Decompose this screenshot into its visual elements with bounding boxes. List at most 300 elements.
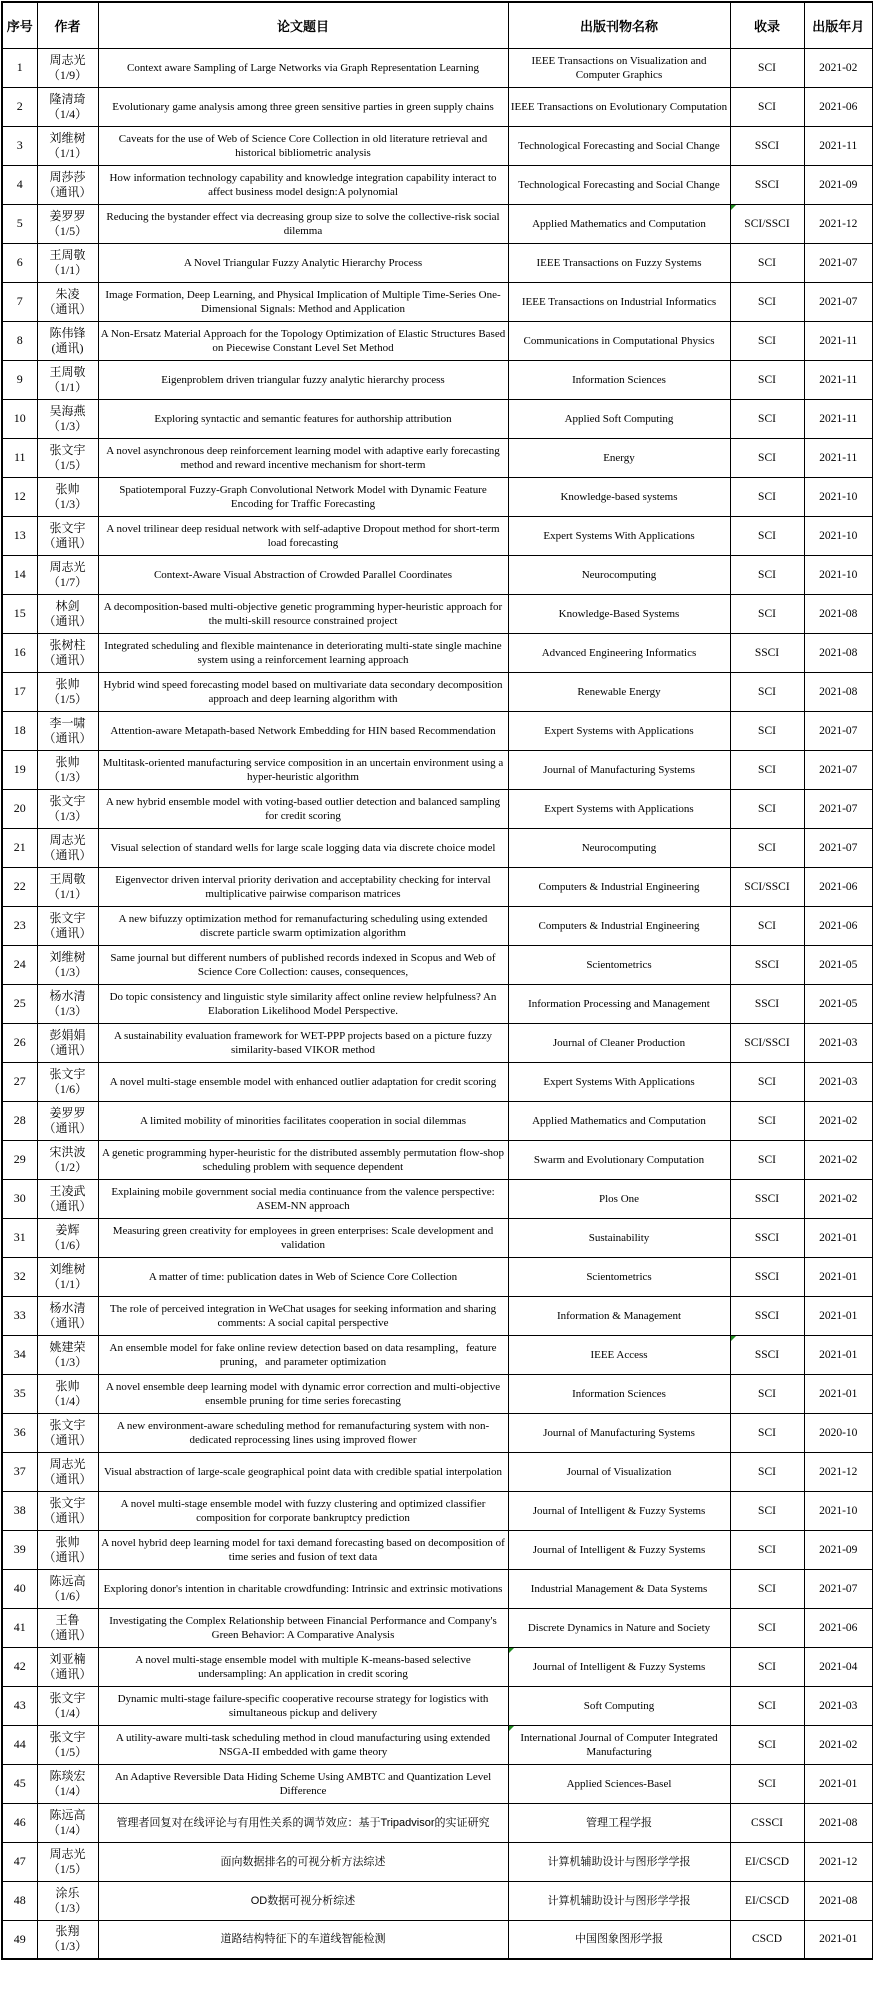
cell-paper-title: Integrated scheduling and flexible maintenance in deteriorating multi-state single machine system using a reinforcement learning approach [98, 633, 508, 672]
table-row [2, 789, 873, 828]
cell-index-type: SCI/SSCI [730, 1023, 804, 1062]
cell-author [37, 1452, 98, 1491]
cell-author [37, 126, 98, 165]
cell-publish-date: 2021-06 [804, 1608, 873, 1647]
author-contribution-note: （1/4） [47, 1822, 88, 1837]
cell-author [37, 516, 98, 555]
table-row [2, 1062, 873, 1101]
cell-index-type: SSCI [730, 1179, 804, 1218]
cell-row-number: 18 [2, 711, 37, 750]
cell-row-number: 29 [2, 1140, 37, 1179]
cell-row-number: 20 [2, 789, 37, 828]
cell-row-number: 1 [2, 48, 37, 87]
author-name: 张文宇 [49, 1066, 86, 1081]
cell-publish-date: 2021-07 [804, 750, 873, 789]
author-name: 周志光 [49, 832, 86, 847]
table-row [2, 87, 873, 126]
table-row [2, 1491, 873, 1530]
author-name: 刘亚楠 [49, 1651, 86, 1666]
cell-author [37, 360, 98, 399]
cell-publish-date: 2021-12 [804, 204, 873, 243]
cell-index-type: SCI [730, 282, 804, 321]
author-contribution-note: （通讯） [43, 1627, 92, 1642]
cell-paper-title: Same journal but different numbers of published records indexed in Scopus and Web of Science Core Collection: causes, consequences, [98, 945, 508, 984]
author-name: 张帅 [55, 754, 80, 769]
cell-journal-name: Neurocomputing [508, 555, 730, 594]
cell-paper-title: A matter of time: publication dates in Web of Science Core Collection [98, 1257, 508, 1296]
error-flag-icon [731, 205, 736, 210]
author-contribution-note: （1/4） [47, 1783, 88, 1798]
cell-journal-name: 中国图象图形学报 [508, 1920, 730, 1959]
cell-journal-name: IEEE Transactions on Evolutionary Computation [508, 87, 730, 126]
table-row [2, 633, 873, 672]
cell-index-type: SCI [730, 243, 804, 282]
author-contribution-note: （通讯） [43, 1666, 92, 1681]
cell-row-number: 46 [2, 1803, 37, 1842]
cell-paper-title: An ensemble model for fake online review detection based on data resampling，feature pruning，and parameter optimization [98, 1335, 508, 1374]
cell-publish-date: 2021-01 [804, 1257, 873, 1296]
author-name: 张帅 [55, 1378, 80, 1393]
cell-paper-title: A new bifuzzy optimization method for remanufacturing scheduling using extended discrete particle swarm optimization algorithm [98, 906, 508, 945]
cell-row-number: 33 [2, 1296, 37, 1335]
cell-journal-name: IEEE Access [508, 1335, 730, 1374]
cell-index-type: SCI [730, 711, 804, 750]
cell-row-number: 16 [2, 633, 37, 672]
header-cell-journal: 出版刊物名称 [508, 2, 730, 48]
table-row [2, 165, 873, 204]
author-contribution-note: （1/5） [47, 1744, 88, 1759]
author-contribution-note: （1/6） [47, 1588, 88, 1603]
table-row [2, 1881, 873, 1920]
author-contribution-note: （通讯） [43, 1432, 92, 1447]
table-row [2, 516, 873, 555]
cell-publish-date: 2021-11 [804, 126, 873, 165]
author-contribution-note: （1/3） [47, 1003, 88, 1018]
author-contribution-note: （1/1） [47, 379, 88, 394]
cell-author [37, 555, 98, 594]
cell-paper-title: A new environment-aware scheduling method for remanufacturing system with non-dedicated reprocessing lines using improved flower [98, 1413, 508, 1452]
author-contribution-note: （1/3） [47, 1354, 88, 1369]
cell-journal-name: Knowledge-Based Systems [508, 594, 730, 633]
cell-journal-name: Expert Systems With Applications [508, 516, 730, 555]
author-contribution-note: （1/1） [47, 886, 88, 901]
cell-index-type: SSCI [730, 1335, 804, 1374]
cell-paper-title: Context aware Sampling of Large Networks via Graph Representation Learning [98, 48, 508, 87]
cell-index-type: SCI [730, 1608, 804, 1647]
cell-paper-title: A genetic programming hyper-heuristic for the distributed assembly permutation flow-shop scheduling problem with sequence dependent [98, 1140, 508, 1179]
cell-publish-date: 2021-01 [804, 1296, 873, 1335]
cell-paper-title: Do topic consistency and linguistic style similarity affect online review helpfulness? An Elaboration Likelihood Model Perspective. [98, 984, 508, 1023]
cell-journal-name: International Journal of Computer Integrated Manufacturing [508, 1725, 730, 1764]
cell-journal-name: Sustainability [508, 1218, 730, 1257]
author-name: 姜罗罗 [49, 1105, 86, 1120]
author-contribution-note: （通讯） [43, 1120, 92, 1135]
cell-journal-name: Expert Systems with Applications [508, 711, 730, 750]
cell-journal-name: Knowledge-based systems [508, 477, 730, 516]
cell-author [37, 1842, 98, 1881]
publications-table [1, 1, 873, 1960]
cell-publish-date: 2021-01 [804, 1920, 873, 1959]
cell-author [37, 828, 98, 867]
cell-index-type: SCI [730, 1452, 804, 1491]
cell-author [37, 594, 98, 633]
author-name: 张文宇 [49, 1417, 86, 1432]
cell-publish-date: 2021-01 [804, 1218, 873, 1257]
cell-journal-name: Communications in Computational Physics [508, 321, 730, 360]
cell-publish-date: 2021-11 [804, 438, 873, 477]
author-name: 张文宇 [49, 793, 86, 808]
cell-author [37, 1881, 98, 1920]
cell-journal-name: Journal of Cleaner Production [508, 1023, 730, 1062]
author-name: 王周敬 [49, 247, 86, 262]
cell-row-number: 42 [2, 1647, 37, 1686]
table-row [2, 1647, 873, 1686]
author-name: 杨水清 [49, 1300, 86, 1315]
cell-journal-name: Scientometrics [508, 1257, 730, 1296]
cell-journal-name: Expert Systems With Applications [508, 1062, 730, 1101]
cell-publish-date: 2021-03 [804, 1686, 873, 1725]
author-name: 王周敬 [49, 871, 86, 886]
cell-row-number: 2 [2, 87, 37, 126]
author-name: 姜罗罗 [49, 208, 86, 223]
cell-row-number: 11 [2, 438, 37, 477]
cell-publish-date: 2021-11 [804, 321, 873, 360]
cell-publish-date: 2021-07 [804, 789, 873, 828]
cell-index-type: SCI [730, 321, 804, 360]
cell-journal-name: Expert Systems with Applications [508, 789, 730, 828]
cell-paper-title: A limited mobility of minorities facilitates cooperation in social dilemmas [98, 1101, 508, 1140]
cell-row-number: 38 [2, 1491, 37, 1530]
cell-row-number: 15 [2, 594, 37, 633]
cell-index-type: SSCI [730, 1218, 804, 1257]
author-contribution-note: （1/3） [47, 496, 88, 511]
author-contribution-note: （1/3） [47, 808, 88, 823]
author-name: 张帅 [55, 481, 80, 496]
cell-author [37, 867, 98, 906]
table-row [2, 555, 873, 594]
cell-index-type: SSCI [730, 984, 804, 1023]
author-name: 陈远高 [49, 1807, 86, 1822]
cell-row-number: 40 [2, 1569, 37, 1608]
header-cell-date: 出版年月 [804, 2, 873, 48]
cell-publish-date: 2021-11 [804, 399, 873, 438]
cell-paper-title: Eigenvector driven interval priority derivation and acceptability checking for interval multiplicative pairwise comparison matrices [98, 867, 508, 906]
cell-row-number: 23 [2, 906, 37, 945]
table-row [2, 48, 873, 87]
cell-publish-date: 2021-01 [804, 1764, 873, 1803]
header-cell-title: 论文题目 [98, 2, 508, 48]
author-name: 周志光 [49, 1846, 86, 1861]
cell-index-type: SCI [730, 48, 804, 87]
cell-publish-date: 2021-03 [804, 1062, 873, 1101]
cell-paper-title: Measuring green creativity for employees in green enterprises: Scale development and validation [98, 1218, 508, 1257]
author-contribution-note: （1/6） [47, 1237, 88, 1252]
cell-paper-title: A novel hybrid deep learning model for taxi demand forecasting based on decomposition of time series and fusion of text data [98, 1530, 508, 1569]
table-row [2, 1257, 873, 1296]
cell-paper-title: Exploring donor's intention in charitable crowdfunding: Intrinsic and extrinsic motivations [98, 1569, 508, 1608]
author-contribution-note: （1/1） [47, 145, 88, 160]
table-row [2, 1413, 873, 1452]
cell-index-type: SCI/SSCI [730, 867, 804, 906]
table-row [2, 1140, 873, 1179]
table-row [2, 399, 873, 438]
author-contribution-note: （通讯） [43, 1549, 92, 1564]
cell-row-number: 13 [2, 516, 37, 555]
cell-index-type: EI/CSCD [730, 1842, 804, 1881]
cell-publish-date: 2021-07 [804, 711, 873, 750]
cell-publish-date: 2021-01 [804, 1374, 873, 1413]
cell-author [37, 282, 98, 321]
cell-journal-name: Swarm and Evolutionary Computation [508, 1140, 730, 1179]
author-contribution-note: （通讯） [43, 925, 92, 940]
cell-row-number: 48 [2, 1881, 37, 1920]
cell-paper-title: Visual selection of standard wells for large scale logging data via discrete choice model [98, 828, 508, 867]
cell-index-type: SCI [730, 789, 804, 828]
author-name: 张文宇 [49, 1690, 86, 1705]
cell-publish-date: 2021-02 [804, 1179, 873, 1218]
table-row [2, 1803, 873, 1842]
cell-publish-date: 2021-06 [804, 906, 873, 945]
author-name: 彭娟娟 [49, 1027, 86, 1042]
cell-publish-date: 2021-09 [804, 165, 873, 204]
cell-publish-date: 2021-10 [804, 516, 873, 555]
cell-author [37, 1686, 98, 1725]
header-cell-index: 收录 [730, 2, 804, 48]
author-name: 刘维树 [49, 130, 86, 145]
cell-journal-name: Journal of Manufacturing Systems [508, 1413, 730, 1452]
cell-paper-title: Image Formation, Deep Learning, and Physical Implication of Multiple Time-Series One-Dimensional Signals: Method and Application [98, 282, 508, 321]
author-name: 朱凌 [55, 286, 80, 301]
cell-index-type: SCI [730, 1764, 804, 1803]
author-contribution-note: （1/5） [47, 223, 88, 238]
cell-publish-date: 2021-07 [804, 828, 873, 867]
cell-author [37, 1179, 98, 1218]
cell-row-number: 22 [2, 867, 37, 906]
cell-index-type: SSCI [730, 945, 804, 984]
table-row [2, 321, 873, 360]
cell-paper-title: Eigenproblem driven triangular fuzzy analytic hierarchy process [98, 360, 508, 399]
cell-author [37, 1647, 98, 1686]
cell-paper-title: A new hybrid ensemble model with voting-based outlier detection and balanced sampling for credit scoring [98, 789, 508, 828]
author-name: 周志光 [49, 559, 86, 574]
cell-paper-title: Investigating the Complex Relationship between Financial Performance and Company's Green Behavior: A Comparative Analysis [98, 1608, 508, 1647]
cell-row-number: 24 [2, 945, 37, 984]
cell-index-type: SCI [730, 828, 804, 867]
cell-paper-title: A novel multi-stage ensemble model with enhanced outlier adaptation for credit scoring [98, 1062, 508, 1101]
cell-index-type: SCI [730, 1686, 804, 1725]
cell-index-type: CSCD [730, 1920, 804, 1959]
cell-author [37, 399, 98, 438]
table-body [2, 48, 873, 1959]
author-name: 王凌武 [49, 1183, 86, 1198]
cell-index-type: SCI/SSCI [730, 204, 804, 243]
cell-row-number: 27 [2, 1062, 37, 1101]
cell-row-number: 10 [2, 399, 37, 438]
cell-paper-title: A utility-aware multi-task scheduling method in cloud manufacturing using extended NSGA-II embedded with game theory [98, 1725, 508, 1764]
author-name: 周莎莎 [49, 169, 86, 184]
cell-author [37, 1803, 98, 1842]
cell-author [37, 204, 98, 243]
cell-row-number: 14 [2, 555, 37, 594]
cell-paper-title: A novel asynchronous deep reinforcement learning model with adaptive early forecasting method and reward incentive mechanism for short-term [98, 438, 508, 477]
cell-author [37, 1413, 98, 1452]
author-contribution-note: （通讯） [43, 1510, 92, 1525]
cell-paper-title: Exploring syntactic and semantic features for authorship attribution [98, 399, 508, 438]
header-cell-no: 序号 [2, 2, 37, 48]
header-cell-author: 作者 [37, 2, 98, 48]
cell-index-type: SCI [730, 1569, 804, 1608]
cell-journal-name: 管理工程学报 [508, 1803, 730, 1842]
cell-journal-name: IEEE Transactions on Fuzzy Systems [508, 243, 730, 282]
error-flag-icon [731, 1336, 736, 1341]
author-contribution-note: （1/4） [47, 1705, 88, 1720]
cell-index-type: SCI [730, 1647, 804, 1686]
cell-author [37, 438, 98, 477]
author-contribution-note: （通讯） [43, 1198, 92, 1213]
cell-row-number: 8 [2, 321, 37, 360]
cell-index-type: SCI [730, 1530, 804, 1569]
cell-journal-name: Journal of Manufacturing Systems [508, 750, 730, 789]
cell-publish-date: 2021-02 [804, 1725, 873, 1764]
cell-index-type: SSCI [730, 633, 804, 672]
cell-author [37, 945, 98, 984]
author-contribution-note: （1/1） [47, 262, 88, 277]
cell-publish-date: 2021-02 [804, 48, 873, 87]
table-row [2, 750, 873, 789]
cell-publish-date: 2021-02 [804, 1101, 873, 1140]
cell-journal-name: Energy [508, 438, 730, 477]
cell-author [37, 165, 98, 204]
author-name: 张文宇 [49, 910, 86, 925]
cell-journal-name: Applied Sciences-Basel [508, 1764, 730, 1803]
cell-row-number: 19 [2, 750, 37, 789]
cell-author [37, 633, 98, 672]
cell-journal-name: Technological Forecasting and Social Change [508, 126, 730, 165]
cell-index-type: SSCI [730, 165, 804, 204]
author-name: 陈琰宏 [49, 1768, 86, 1783]
cell-author [37, 321, 98, 360]
cell-publish-date: 2021-01 [804, 1335, 873, 1374]
cell-author [37, 711, 98, 750]
author-contribution-note: （1/1） [47, 1276, 88, 1291]
cell-index-type: SCI [730, 1140, 804, 1179]
cell-journal-name: Information Sciences [508, 1374, 730, 1413]
cell-journal-name: Plos One [508, 1179, 730, 1218]
cell-row-number: 30 [2, 1179, 37, 1218]
cell-paper-title: Evolutionary game analysis among three green sensitive parties in green supply chains [98, 87, 508, 126]
table-row [2, 204, 873, 243]
cell-author [37, 1257, 98, 1296]
cell-paper-title: The role of perceived integration in WeChat usages for seeking information and sharing comments: A social capital perspective [98, 1296, 508, 1335]
author-contribution-note: （通讯） [43, 1042, 92, 1057]
error-flag-icon [509, 1648, 514, 1653]
table-row [2, 1101, 873, 1140]
author-contribution-note: （1/3） [47, 1939, 88, 1954]
cell-paper-title: 面向数据排名的可视分析方法综述 [98, 1842, 508, 1881]
cell-publish-date: 2021-07 [804, 1569, 873, 1608]
author-contribution-note: （1/9） [47, 67, 88, 82]
author-name: 李一啸 [49, 715, 86, 730]
table-row [2, 1725, 873, 1764]
cell-author [37, 789, 98, 828]
cell-index-type: SCI [730, 1101, 804, 1140]
cell-index-type: SCI [730, 1413, 804, 1452]
author-name: 刘维树 [49, 949, 86, 964]
cell-author [37, 1374, 98, 1413]
author-contribution-note: （1/2） [47, 1159, 88, 1174]
author-name: 王周敬 [49, 364, 86, 379]
cell-paper-title: A decomposition-based multi-objective genetic programming hyper-heuristic approach for the multi-skill resource constrained project [98, 594, 508, 633]
cell-journal-name: Industrial Management & Data Systems [508, 1569, 730, 1608]
author-contribution-note: （1/5） [47, 691, 88, 706]
cell-index-type: SCI [730, 555, 804, 594]
cell-row-number: 44 [2, 1725, 37, 1764]
author-name: 张文宇 [49, 1729, 86, 1744]
cell-journal-name: Information Processing and Management [508, 984, 730, 1023]
cell-paper-title: Spatiotemporal Fuzzy-Graph Convolutional Network Model with Dynamic Feature Encoding for Traffic Forecasting [98, 477, 508, 516]
table-row [2, 984, 873, 1023]
cell-row-number: 17 [2, 672, 37, 711]
cell-paper-title: A novel trilinear deep residual network with self-adaptive Dropout method for short-term load forecasting [98, 516, 508, 555]
cell-journal-name: IEEE Transactions on Visualization and Computer Graphics [508, 48, 730, 87]
cell-row-number: 21 [2, 828, 37, 867]
cell-publish-date: 2021-11 [804, 360, 873, 399]
cell-index-type: SCI [730, 438, 804, 477]
cell-row-number: 3 [2, 126, 37, 165]
author-name: 姜辉 [55, 1222, 80, 1237]
cell-publish-date: 2021-06 [804, 867, 873, 906]
cell-publish-date: 2021-08 [804, 1803, 873, 1842]
author-name: 周志光 [49, 52, 86, 67]
cell-row-number: 26 [2, 1023, 37, 1062]
cell-row-number: 41 [2, 1608, 37, 1647]
cell-paper-title: 道路结构特征下的车道线智能检测 [98, 1920, 508, 1959]
table-row [2, 867, 873, 906]
cell-index-type: SCI [730, 1491, 804, 1530]
cell-author [37, 1725, 98, 1764]
cell-paper-title: Dynamic multi-stage failure-specific cooperative recourse strategy for logistics with simultaneous pickup and delivery [98, 1686, 508, 1725]
cell-journal-name: Computers & Industrial Engineering [508, 906, 730, 945]
cell-author [37, 1764, 98, 1803]
table-row [2, 1335, 873, 1374]
cell-author [37, 1920, 98, 1959]
author-name: 张文宇 [49, 442, 86, 457]
cell-paper-title: How information technology capability and knowledge integration capability interact to affect business model design:A polynomial [98, 165, 508, 204]
table-row [2, 477, 873, 516]
cell-publish-date: 2021-05 [804, 984, 873, 1023]
author-contribution-note: （通讯） [43, 301, 92, 316]
table-row [2, 1569, 873, 1608]
table-row [2, 1296, 873, 1335]
author-contribution-note: （通讯） [43, 1471, 92, 1486]
cell-index-type: SCI [730, 1062, 804, 1101]
cell-author [37, 672, 98, 711]
cell-publish-date: 2021-10 [804, 477, 873, 516]
cell-publish-date: 2021-07 [804, 282, 873, 321]
cell-publish-date: 2021-12 [804, 1452, 873, 1491]
cell-row-number: 45 [2, 1764, 37, 1803]
cell-journal-name: Applied Mathematics and Computation [508, 1101, 730, 1140]
cell-author [37, 1062, 98, 1101]
cell-row-number: 47 [2, 1842, 37, 1881]
author-contribution-note: (通讯) [51, 340, 84, 355]
cell-paper-title: OD数据可视分析综述 [98, 1881, 508, 1920]
author-contribution-note: （通讯） [43, 535, 92, 550]
cell-journal-name: Journal of Intelligent & Fuzzy Systems [508, 1530, 730, 1569]
cell-index-type: SCI [730, 516, 804, 555]
cell-index-type: SCI [730, 1374, 804, 1413]
author-contribution-note: （通讯） [43, 652, 92, 667]
